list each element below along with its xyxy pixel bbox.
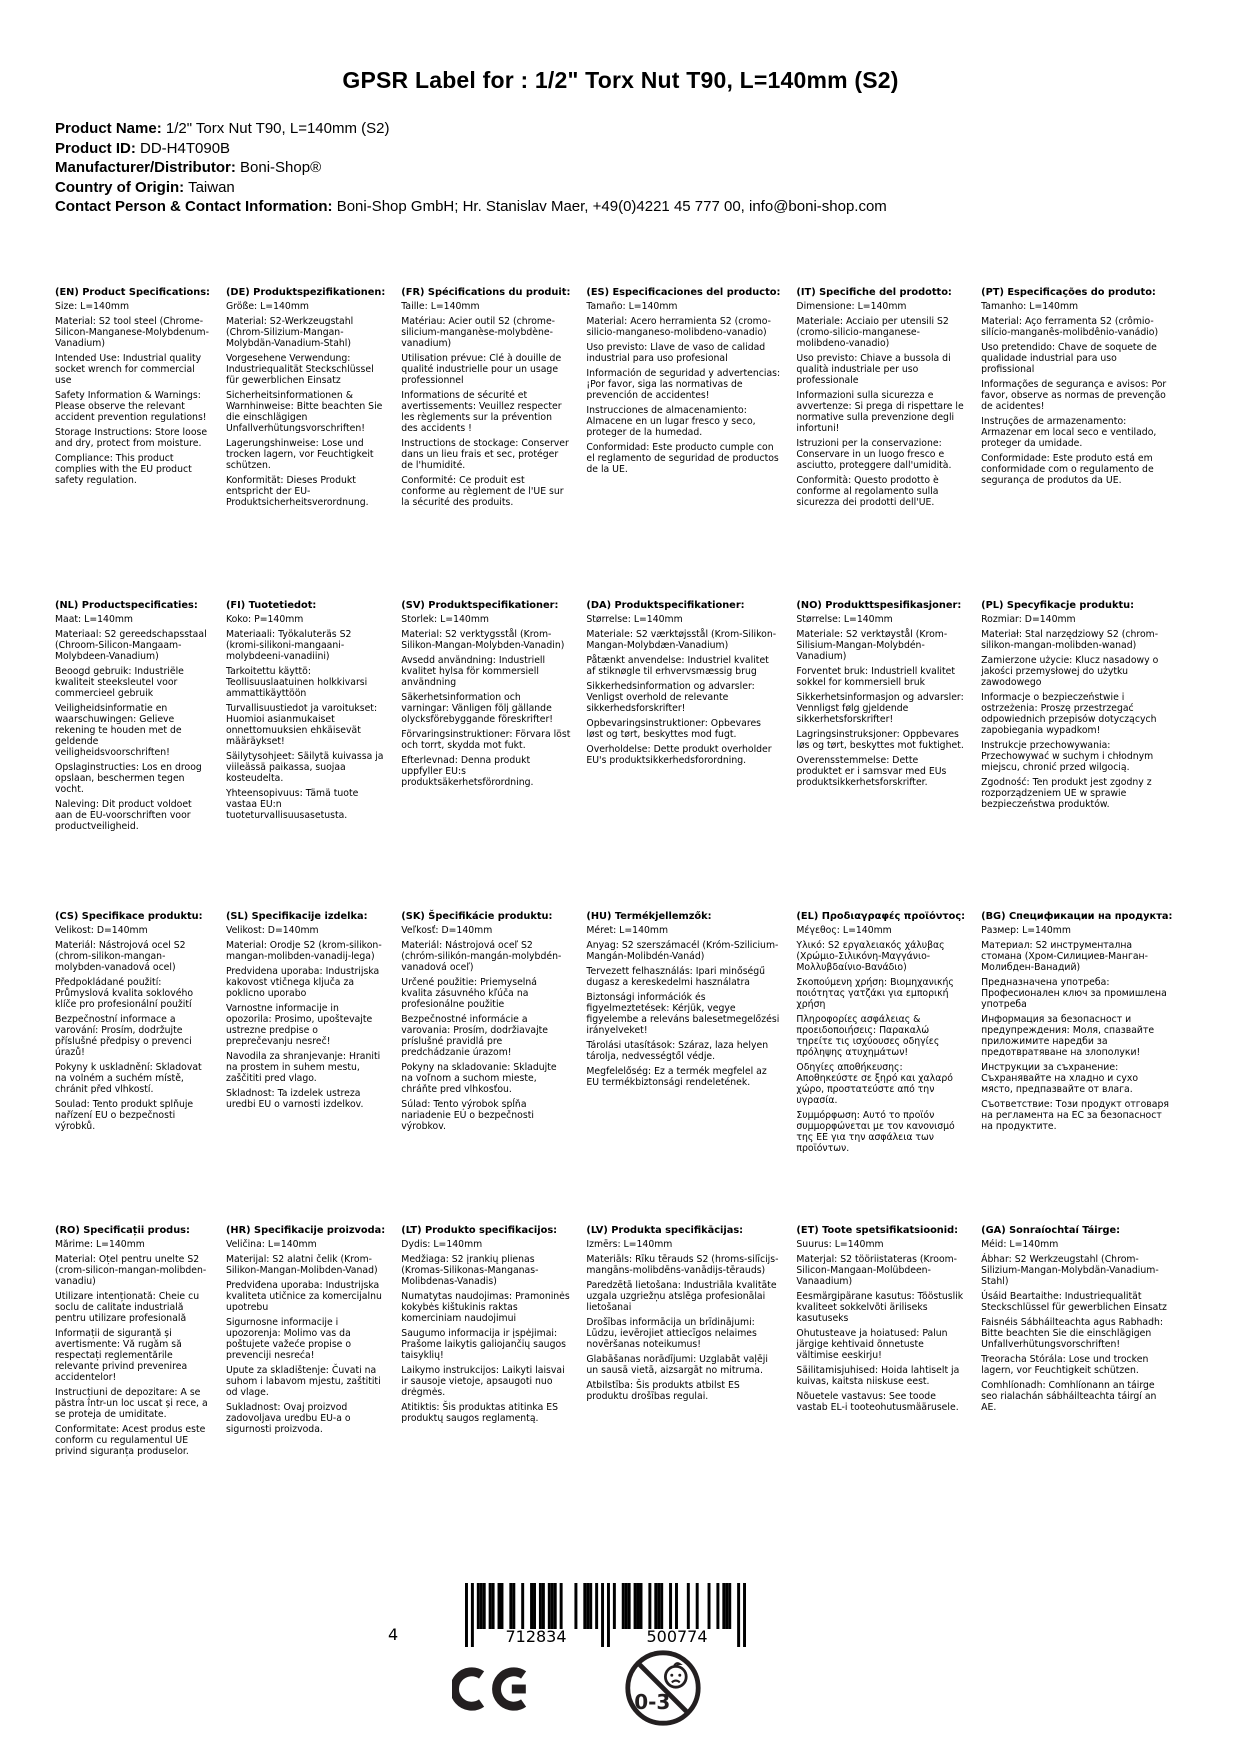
language-block-es [586, 287, 786, 600]
spec-paragraph: Uso previsto: Chiave a bussola di qualità industriale per uso professionale [796, 353, 951, 386]
spec-paragraph: Μέγεθος: L=140mm [796, 925, 892, 936]
language-block-title: (BG) Спецификации на продукта: [981, 911, 1173, 922]
spec-paragraph: Sikkerhetsinformasjon og advarsler: Vennligst følg gjeldende sikkerhetsforskrifter! [796, 692, 964, 725]
spec-paragraph: Taille: L=140mm [401, 301, 480, 312]
language-block-sl [226, 911, 391, 1225]
contact-label: Contact Person & Contact Information: [55, 198, 333, 215]
spec-paragraph: Instrucciones de almacenamiento: Almacene en un lugar fresco y seco, proteger de la humedad. [586, 405, 756, 438]
language-block-fr [401, 287, 576, 600]
spec-paragraph: Ábhar: S2 Werkzeugstahl (Chrom-Silizium-Mangan-Molybdän-Vanadium-Stahl) [981, 1254, 1159, 1287]
language-block-sk [401, 911, 576, 1225]
spec-paragraph: Naleving: Dit product voldoet aan de EU-voorschriften voor productveiligheid. [55, 799, 192, 832]
language-block-title: (FI) Tuotetiedot: [225, 600, 317, 611]
age-warning-text: 0-3 [634, 1689, 671, 1714]
spec-paragraph: Dimensione: L=140mm [796, 301, 907, 312]
spec-paragraph: Bezpečnostné informácie a varovania: Prosím, dodržiavajte príslušné pravidlá pre predchádzanie úrazom! [401, 1014, 549, 1058]
language-block-de [226, 287, 391, 600]
spec-paragraph: Predviđena uporaba: Industrijska kvaliteta utičnice za komercijalnu upotrebu [225, 1280, 382, 1313]
spec-paragraph: Tárolási utasítások: Száraz, laza helyen tárolja, nedvességtől védje. [586, 1040, 769, 1062]
spec-paragraph: Materiale: Acciaio per utensili S2 (cromo-silicio-manganese-molibdeno-vanadio) [796, 316, 949, 349]
spec-paragraph: Izmērs: L=140mm [586, 1239, 673, 1250]
language-block-ro [55, 1225, 216, 1461]
spec-paragraph: Материал: S2 инструментална стомана (Хром-Силициев-Манган-Молибден-Ванадий) [981, 940, 1148, 973]
spec-paragraph: Ohutusteave ja hoiatused: Palun järgige kehtivaid õnnetuste vältimise eeskirju! [796, 1328, 948, 1361]
spec-paragraph: Forventet bruk: Industriell kvalitet sokkel for kommersiell bruk [796, 666, 956, 688]
spec-paragraph: Storlek: L=140mm [401, 614, 489, 625]
language-block-title: (EN) Product Specifications: [55, 287, 210, 298]
language-block-nl [55, 600, 216, 911]
spec-paragraph: Predvidena uporaba: Industrijska kakovost vtičnega ključa za poklicno uporabo [225, 966, 380, 999]
spec-paragraph: Πληροφορίες ασφάλειας & προειδοποιήσεις: Παρακαλώ τηρείτε τις ισχύουσες οδηγίες πρόληψης ατυχημάτων! [796, 1014, 940, 1058]
language-block-no [796, 600, 971, 911]
spec-paragraph: Conformidad: Este producto cumple con el reglamento de seguridad de productos de la UE. [586, 442, 779, 475]
spec-paragraph: Saugumo informacija ir įspėjimai: Prašome laikytis galiojančių saugos taisyklių! [401, 1328, 566, 1361]
spec-paragraph: Bezpečnostní informace a varování: Prosím, dodržujte příslušné předpisy o prevenci úrazů! [55, 1014, 192, 1058]
spec-paragraph: Opbevaringsinstruktioner: Opbevares løst og tørt, beskyttes mod fugt. [586, 718, 762, 740]
spec-paragraph: Eesmärgipärane kasutus: Tööstuslik kvaliteet sokkelvõti äriliseks kasutuseks [796, 1291, 964, 1324]
spec-paragraph: Mărime: L=140mm [55, 1239, 145, 1250]
spec-paragraph: Materijal: S2 alatni čelik (Krom-Silikon-Mangan-Molibden-Vanad) [225, 1254, 378, 1276]
spec-paragraph: Overholdelse: Dette produkt overholder EU's produktsikkerhedsforordning. [586, 744, 772, 766]
language-block-title: (CS) Specifikace produktu: [55, 911, 203, 922]
spec-paragraph: Navodila za shranjevanje: Hraniti na prostem in suhem mestu, zaščititi pred vlago. [225, 1051, 381, 1084]
language-block-pt [981, 287, 1178, 600]
language-block-title: (ES) Especificaciones del producto: [586, 287, 781, 298]
spec-paragraph: Určené použitie: Priemyselná kvalita zásuvného kľúča na profesionálne použitie [401, 977, 537, 1010]
spec-paragraph: Numatytas naudojimas: Pramoninės kokybės kištukinis raktas komerciniam naudojimui [401, 1291, 570, 1324]
spec-paragraph: Förvaringsinstruktioner: Förvara löst och torrt, skydda mot fukt. [401, 729, 571, 751]
spec-paragraph: Vorgesehene Verwendung: Industriequalität Steckschlüssel für gewerblichen Einsatz [225, 353, 374, 386]
spec-paragraph: Maat: L=140mm [55, 614, 133, 625]
spec-paragraph: Инструкции за съхранение: Съхранявайте на хладно и сухо място, предпазвайте от влага. [981, 1062, 1139, 1095]
spec-paragraph: Materiaal: S2 gereedschapsstaal (Chroom-Silicon-Mangaam-Molybdeen-Vanadium) [55, 629, 207, 662]
spec-paragraph: Safety Information & Warnings: Please observe the relevant accident prevention regulations! [55, 390, 207, 423]
spec-paragraph: Información de seguridad y advertencias: ¡Por favor, siga las normativas de prevención de accidentes! [586, 368, 781, 401]
spec-paragraph: Utilizare intenționată: Cheie cu soclu de calitate industrială pentru utilizare profesională [55, 1291, 200, 1324]
spec-paragraph: Υλικό: S2 εργαλειακός χάλυβας (Χρώμιο-Σιλικόνη-Μαγγάνιο-Μολλυβδαίνιο-Βανάδιο) [796, 940, 945, 973]
spec-paragraph: Informații de siguranță și avertismente: Vă rugăm să respectați reglementările relevante privind prevenirea accidentelor! [55, 1328, 188, 1383]
spec-paragraph: Overensstemmelse: Dette produktet er i samsvar med EUs produktsikkerhetsforskrifter. [796, 755, 947, 788]
spec-paragraph: Turvallisuustiedot ja varoitukset: Huomioi asianmukaiset onnettomuuksien ehkäisevät määräykset! [225, 703, 378, 747]
language-block-title: (DA) Produktspecifikationer: [586, 600, 745, 611]
product-id-row [55, 139, 887, 159]
spec-paragraph: Laikymo instrukcijos: Laikyti laisvai ir sausoje vietoje, apsaugoti nuo drėgmės. [401, 1365, 565, 1398]
spec-paragraph: Avsedd användning: Industriell kvalitet hylsa för kommersiell användning [401, 655, 546, 688]
language-block-title: (SV) Produktspecifikationer: [401, 600, 559, 611]
spec-paragraph: Utilisation prévue: Clé à douille de qualité industrielle pour un usage professionnel [401, 353, 562, 386]
spec-paragraph: Съответствие: Този продукт отговаря на регламента на ЕС за безопасност на продуктите. [981, 1099, 1169, 1132]
spec-paragraph: Uso previsto: Llave de vaso de calidad industrial para uso profesional [586, 342, 766, 364]
language-block-cs [55, 911, 216, 1225]
spec-paragraph: Treoracha Stórála: Lose und trocken lagern, vor Feuchtigkeit schützen. [981, 1354, 1149, 1376]
spec-paragraph: Rozmiar: D=140mm [981, 614, 1076, 625]
spec-paragraph: Zgodność: Ten produkt jest zgodny z rozporządzeniem UE w sprawie bezpieczeństwa produktów. [981, 777, 1152, 810]
spec-paragraph: Size: L=140mm [55, 301, 129, 312]
spec-paragraph: Matériau: Acier outil S2 (chrome-silicium-manganèse-molybdène-vanadium) [401, 316, 556, 349]
spec-paragraph: Paredzētā lietošana: Industriāla kvalitāte uzgala uzgriežņu atslēga profesionālai lietošanai [586, 1280, 777, 1313]
spec-paragraph: Conformidade: Este produto está em conformidade com o regulamento de segurança de produtos da UE. [981, 453, 1154, 486]
spec-paragraph: Säkerhetsinformation och varningar: Vänligen följ gällande olycksförebyggande föreskrifter! [401, 692, 554, 725]
spec-paragraph: Størrelse: L=140mm [796, 614, 893, 625]
product-name-value: 1/2" Torx Nut T90, L=140mm (S2) [165, 120, 390, 137]
spec-paragraph: Tervezett felhasználás: Ipari minőségű dugasz a kereskedelmi használatra [586, 966, 766, 988]
spec-paragraph: Medžiaga: S2 įrankių plienas (Kromas-Silikonas-Manganas-Molibdenas-Vanadis) [401, 1254, 539, 1287]
spec-paragraph: Информация за безопасност и предупреждения: Моля, спазвайте приложимите наредби за предотвратяване на злополуки! [981, 1014, 1155, 1058]
spec-paragraph: Material: Oțel pentru unelte S2 (crom-silicon-mangan-molibden-vanadiu) [55, 1254, 207, 1287]
spec-paragraph: Compliance: This product complies with the EU product safety regulation. [55, 453, 192, 486]
spec-paragraph: Méret: L=140mm [586, 925, 669, 936]
spec-paragraph: Materiale: S2 verktøystål (Krom-Silisium-Mangan-Molybdén-Vanadium) [796, 629, 948, 662]
spec-paragraph: Materiāls: Rīku tērauds S2 (hroms-silīcijs-mangāns-molibdēns-vanādijs-tērauds) [586, 1254, 779, 1276]
spec-paragraph: Předpokládané použití: Průmyslová kvalita soklového klíče pro profesionální použití [55, 977, 194, 1010]
barcode-right-group: 500774 [646, 1627, 708, 1646]
spec-paragraph: Tarkoitettu käyttö: Teollisuuslaatuinen holkkivarsi ammattikäyttöön [225, 666, 368, 699]
language-block-et [796, 1225, 971, 1461]
spec-paragraph: Koko: P=140mm [225, 614, 304, 625]
spec-paragraph: Størrelse: L=140mm [586, 614, 683, 625]
age-warning-0-3 [623, 1648, 703, 1732]
spec-paragraph: Säilitamisjuhised: Hoida lahtiselt ja kuivas, kaitsta niiskuse eest. [796, 1365, 960, 1387]
language-block-bg [981, 911, 1178, 1225]
spec-paragraph: Instruções de armazenamento: Armazenar em local seco e ventilado, proteger da umidade. [981, 416, 1157, 449]
product-name-label: Product Name: [55, 120, 162, 137]
spec-paragraph: Suurus: L=140mm [796, 1239, 884, 1250]
spec-paragraph: Materiál: Nástrojová ocel S2 (chrom-silikon-mangan-molybden-vanadová ocel) [55, 940, 186, 973]
spec-paragraph: Conformité: Ce produit est conforme au règlement de l'UE sur la sécurité des produits. [401, 475, 564, 508]
spec-paragraph: Informações de segurança e avisos: Por favor, observe as normas de prevenção de acidentes! [981, 379, 1167, 412]
language-block-hu [586, 911, 786, 1225]
spec-paragraph: Konformität: Dieses Produkt entspricht der EU-Produktsicherheitsverordnung. [225, 475, 369, 508]
spec-paragraph: Opslaginstructies: Los en droog opslaan, beschermen tegen vocht. [55, 762, 202, 795]
language-block-title: (PT) Especificações do produto: [981, 287, 1156, 298]
manufacturer-value: Boni-Shop® [240, 159, 322, 176]
language-block-title: (DE) Produktspezifikationen: [225, 287, 386, 298]
country-of-origin-row [55, 178, 887, 198]
spec-paragraph: Tamaño: L=140mm [586, 301, 678, 312]
spec-paragraph: Lagringsinstruksjoner: Oppbevares løs og tørt, beskyttes mot fuktighet. [796, 729, 964, 751]
spec-paragraph: Instructions de stockage: Conserver dans un lieu frais et sec, protéger de l'humidité. [401, 438, 569, 471]
spec-paragraph: Yhteensopivuus: Tämä tuote vastaa EU:n tuoteturvallisuusasetusta. [225, 788, 359, 821]
spec-paragraph: Tamanho: L=140mm [981, 301, 1079, 312]
product-name-row [55, 119, 887, 139]
spec-paragraph: Glabāšanas norādījumi: Uzglabāt vaļēji un sausā vietā, aizsargāt no mitruma. [586, 1354, 768, 1376]
spec-paragraph: Materiale: S2 værktøjsstål (Krom-Silikon-Mangan-Molybdæn-Vanadium) [586, 629, 777, 651]
spec-paragraph: Informazioni sulla sicurezza e avvertenze: Si prega di rispettare le normative sulla prevenzione degli infortuni! [796, 390, 964, 434]
language-block-fi [226, 600, 391, 911]
language-block-title: (NL) Productspecificaties: [55, 600, 198, 611]
contact-row [55, 197, 887, 217]
spec-paragraph: Lagerungshinweise: Lose und trocken lagern, vor Feuchtigkeit schützen. [225, 438, 374, 471]
spec-paragraph: Veličina: L=140mm [225, 1239, 317, 1250]
spec-paragraph: Efterlevnad: Denna produkt uppfyller EU:s produktsäkerhetsförordning. [401, 755, 534, 788]
spec-paragraph: Οδηγίες αποθήκευσης: Αποθηκεύστε σε ξηρό και χαλαρό χώρο, προστατεύστε από την υγρασία. [796, 1062, 953, 1106]
ce-mark-icon [452, 1660, 536, 1718]
spec-paragraph: Istruzioni per la conservazione: Conservare in un luogo fresco e asciutto, proteggere dall'umidità. [796, 438, 952, 471]
language-block-da [586, 600, 786, 911]
language-block-ga [981, 1225, 1178, 1461]
language-block-el [796, 911, 971, 1225]
spec-paragraph: Úsáid Beartaithe: Industriequalität Steckschlüssel für gewerblichen Einsatz [981, 1291, 1167, 1313]
product-id-value: DD-H4T090B [140, 139, 231, 157]
spec-paragraph: Material: S2 verktygsstål (Krom-Silikon-Mangan-Molybden-Vanadin) [401, 629, 565, 651]
spec-paragraph: Velikost: D=140mm [55, 925, 148, 936]
spec-paragraph: Dydis: L=140mm [401, 1239, 483, 1250]
language-block-title: (ET) Toote spetsifikatsioonid: [796, 1225, 959, 1236]
spec-paragraph: Pokyny na skladovanie: Skladujte na voľnom a suchom mieste, chráňte pred vlhkosťou. [401, 1062, 557, 1095]
spec-paragraph: Anyag: S2 szerszámacél (Króm-Szilicium-Mangán-Molibdén-Vanád) [586, 940, 779, 962]
ean13-barcode [388, 1583, 748, 1650]
language-block-title: (NO) Produkttspesifikasjoner: [796, 600, 962, 611]
spec-paragraph: Informacje o bezpieczeństwie i ostrzeżenia: Proszę przestrzegać odpowiednich przepisów dotyczących zapobiegania wypadkom! [981, 692, 1157, 736]
manufacturer-label: Manufacturer/Distributor: [55, 159, 236, 176]
language-block-title: (FR) Spécifications du produit: [401, 287, 571, 298]
manufacturer-row [55, 158, 887, 178]
spec-paragraph: Skladnost: Ta izdelek ustreza uredbi EU o varnosti izdelkov. [225, 1088, 364, 1110]
spec-paragraph: Materiál: Nástrojová oceľ S2 (chróm-silikón-mangán-molybdén-vanadová oceľ) [401, 940, 562, 973]
barcode-left-group: 712834 [505, 1627, 567, 1646]
spec-paragraph: Sigurnosne informacije i upozorenja: Molimo vas da poštujete važeće propise o prevenciji nesreća! [225, 1317, 352, 1361]
spec-paragraph: Atbilstība: Šis produkts atbilst ES produktu drošības regulai. [586, 1380, 740, 1402]
spec-paragraph: Предназначена употреба: Професионален ключ за промишлена употреба [981, 977, 1167, 1010]
language-grid [55, 287, 1173, 1461]
spec-paragraph: Conformitate: Acest produs este conform cu regulamentul UE privind siguranța produselor. [55, 1424, 206, 1457]
spec-paragraph: Velikost: D=140mm [225, 925, 319, 936]
spec-paragraph: Material: Orodje S2 (krom-silikon-mangan-molibden-vanadij-lega) [225, 940, 382, 962]
spec-paragraph: Atitiktis: Šis produktas atitinka ES produktų saugos reglamentą. [401, 1402, 558, 1424]
country-of-origin-value: Taiwan [188, 178, 235, 196]
language-block-sv [401, 600, 576, 911]
spec-paragraph: Informations de sécurité et avertissements: Veuillez respecter les règlements sur la prévention des accidents ! [401, 390, 562, 434]
spec-paragraph: Instrucțiuni de depozitare: A se păstra într-un loc uscat și rece, a se proteja de umiditate. [55, 1387, 208, 1420]
language-block-title: (HU) Termékjellemzők: [586, 911, 712, 922]
spec-paragraph: Σκοπούμενη χρήση: Βιομηχανικής ποιότητας γατζάκι για εμπορική χρήση [796, 977, 954, 1010]
spec-paragraph: Material: Aço ferramenta S2 (crômio-silício-manganês-molibdênio-vanádio) [981, 316, 1159, 338]
spec-paragraph: Veiligheidsinformatie en waarschuwingen: Gelieve rekening te houden met de geldende veiligheidsvoorschriften! [55, 703, 182, 758]
spec-paragraph: Veľkosť: D=140mm [401, 925, 493, 936]
language-block-title: (IT) Specifiche del prodotto: [796, 287, 952, 298]
spec-paragraph: Sikkerhedsinformation og advarsler: Venligst overhold de relevante sikkerhedsforskrifter! [586, 681, 755, 714]
language-block-en [55, 287, 216, 600]
spec-paragraph: Upute za skladištenje: Čuvati na suhom i labavom mjestu, zaštititi od vlage. [225, 1365, 381, 1398]
age-warning-icon [623, 1648, 703, 1728]
language-block-it [796, 287, 971, 600]
spec-paragraph: Méid: L=140mm [981, 1239, 1059, 1250]
barcode-first-digit: 4 [388, 1625, 399, 1644]
spec-paragraph: Drošības informācija un brīdinājumi: Lūdzu, ievērojiet attiecīgos nelaimes novēršanas noteikumus! [586, 1317, 757, 1350]
spec-paragraph: Materjal: S2 tööriistateras (Kroom-Silicon-Mangaan-Molübdeen-Vanaadium) [796, 1254, 958, 1287]
spec-paragraph: Συμμόρφωση: Αυτό το προϊόν συμμορφώνεται με τον κανονισμό της ΕΕ για την ασφάλεια των προϊόντων. [796, 1110, 955, 1154]
language-block-title: (SK) Špecifikácie produktu: [401, 911, 553, 922]
spec-paragraph: Sicherheitsinformationen & Warnhinweise: Bitte beachten Sie die einschlägigen Unfallverhütungsvorschriften! [225, 390, 383, 434]
spec-paragraph: Säilytysohjeet: Säilytä kuivassa ja viileässä paikassa, suojaa kosteudelta. [225, 751, 384, 784]
language-block-title: (PL) Specyfikacje produktu: [981, 600, 1135, 611]
spec-paragraph: Megfelelőség: Ez a termék megfelel az EU termékbiztonsági rendeletének. [586, 1066, 767, 1088]
language-block-title: (EL) Προδιαγραφές προϊόντος: [796, 911, 966, 922]
page-title: GPSR Label for : 1/2" Torx Nut T90, L=140mm (S2) [342, 67, 899, 94]
ce-mark [452, 1660, 536, 1722]
spec-paragraph: Súlad: Tento výrobok spĺňa nariadenie EÚ o bezpečnosti výrobkov. [401, 1099, 534, 1132]
spec-paragraph: Beoogd gebruik: Industriële kwaliteit steeksleutel voor commercieel gebruik [55, 666, 184, 699]
spec-paragraph: Intended Use: Industrial quality socket wrench for commercial use [55, 353, 202, 386]
spec-paragraph: Soulad: Tento produkt splňuje nařízení EU o bezpečnosti výrobků. [55, 1099, 194, 1132]
language-block-lv [586, 1225, 786, 1461]
spec-paragraph: Materiał: Stal narzędziowy S2 (chrom-silikon-mangan-molibden-wanad) [981, 629, 1159, 651]
spec-paragraph: Instrukcje przechowywania: Przechowywać w suchym i chłodnym miejscu, chronić przed wilgocią. [981, 740, 1154, 773]
language-block-lt [401, 1225, 576, 1461]
language-block-title: (SL) Specifikacije izdelka: [225, 911, 368, 922]
language-block-title: (LT) Produkto specifikacijos: [401, 1225, 558, 1236]
spec-paragraph: Nõuetele vastavus: See toode vastab EL-i tooteohutusmäärusele. [796, 1391, 959, 1413]
spec-paragraph: Größe: L=140mm [225, 301, 309, 312]
spec-paragraph: Påtænkt anvendelse: Industriel kvalitet af stiknøgle til erhvervsmæssig brug [586, 655, 769, 677]
product-id-label: Product ID: [55, 139, 136, 157]
spec-paragraph: Размер: L=140mm [981, 925, 1071, 936]
language-block-title: (GA) Sonraíochtaí Táirge: [981, 1225, 1121, 1236]
spec-paragraph: Materiaali: Työkaluteräs S2 (kromi-silikoni-mangaani-molybdeeni-vanadiini) [225, 629, 352, 662]
spec-paragraph: Material: S2-Werkzeugstahl (Chrom-Silizium-Mangan-Molybdän-Vanadium-Stahl) [225, 316, 354, 349]
spec-paragraph: Varnostne informacije in opozorila: Prosimo, upoštevajte ustrezne predpise o preprečevanju nesreč! [225, 1003, 373, 1047]
spec-paragraph: Biztonsági információk és figyelmeztetések: Kérjük, vegye figyelembe a releváns balesetmegelőzési irányelveket! [586, 992, 780, 1036]
spec-paragraph: Conformità: Questo prodotto è conforme al regolamento sulla sicurezza dei prodotti dell'UE. [796, 475, 939, 508]
spec-paragraph: Material: S2 tool steel (Chrome-Silicon-Manganese-Molybdenum-Vanadium) [55, 316, 209, 349]
spec-paragraph: Pokyny k uskladnění: Skladovat na volném a suchém místě, chránit před vlhkostí. [55, 1062, 202, 1095]
product-info-block [55, 119, 887, 217]
language-block-title: (HR) Specifikacije proizvoda: [225, 1225, 386, 1236]
spec-paragraph: Faisnéis Sábháilteachta agus Rabhadh: Bitte beachten Sie die einschlägigen Unfallverhütungsvorschriften! [981, 1317, 1163, 1350]
language-block-title: (RO) Specificații produs: [55, 1225, 190, 1236]
spec-paragraph: Storage Instructions: Store loose and dry, protect from moisture. [55, 427, 208, 449]
language-block-title: (LV) Produkta specifikācijas: [586, 1225, 744, 1236]
contact-value: Boni-Shop GmbH; Hr. Stanislav Maer, +49(0)4221 45 777 00, info@boni-shop.com [336, 198, 887, 215]
country-of-origin-label: Country of Origin: [55, 178, 185, 196]
spec-paragraph: Sukladnost: Ovaj proizvod zadovoljava uredbu EU-a o sigurnosti proizvoda. [225, 1402, 351, 1435]
spec-paragraph: Comhlíonadh: Comhlíonann an táirge seo rialachán sábháilteachta táirgí an AE. [981, 1380, 1157, 1413]
language-block-hr [226, 1225, 391, 1461]
spec-paragraph: Material: Acero herramienta S2 (cromo-silicio-manganeso-molibdeno-vanadio) [586, 316, 771, 338]
language-block-pl [981, 600, 1178, 911]
spec-paragraph: Uso pretendido: Chave de soquete de qualidade industrial para uso profissional [981, 342, 1157, 375]
spec-paragraph: Zamierzone użycie: Klucz nasadowy o jakości przemysłowej do użytku zawodowego [981, 655, 1159, 688]
